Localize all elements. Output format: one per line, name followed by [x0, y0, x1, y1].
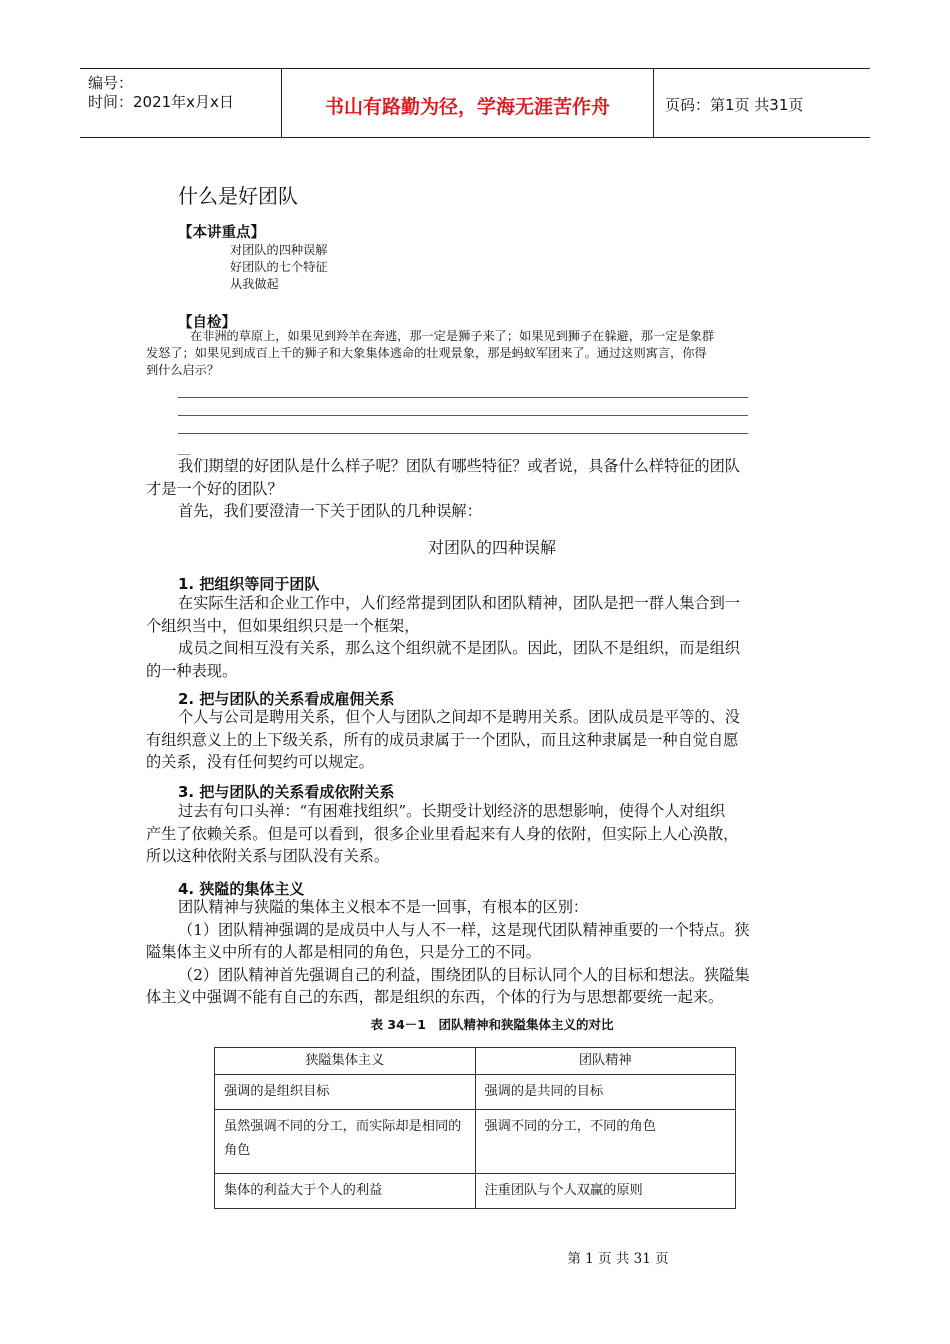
misunderstanding-body: [146, 592, 810, 682]
table-header-cell: 团队精神: [475, 1048, 736, 1075]
header-meta-cell: [80, 69, 281, 137]
table-cell: 强调不同的分工，不同的角色: [475, 1110, 736, 1174]
page-footer: 第 1 页 共 31 页: [567, 1251, 669, 1267]
table-header-row: [215, 1048, 736, 1075]
body-line: 过去有句口头禅：“有困难找组织”。长期受计划经济的思想影响，使得个人对组织: [178, 802, 726, 820]
misunderstanding-body: [146, 896, 810, 1009]
table-cell: 强调的是共同的目标: [475, 1075, 736, 1110]
answer-line: [178, 397, 748, 398]
body-line: 产生了依赖关系。但是可以看到，很多企业里看起来有人身的依附，但实际上人心涣散，: [146, 824, 739, 843]
body-line: 个组织当中，但如果组织只是一个框架，: [146, 616, 420, 635]
body-line: 团队精神与狭隘的集体主义根本不是一回事，有根本的区别：: [178, 898, 589, 916]
key-points-heading: 【本讲重点】: [178, 225, 265, 241]
self-check-text: 到什么启示？: [146, 363, 220, 377]
page-title: 什么是好团队: [178, 184, 298, 208]
table-cell: 虽然强调不同的分工，而实际却是相同的角色: [215, 1110, 476, 1174]
self-check-text: 在非洲的草原上，如果见到羚羊在奔逃，那一定是狮子来了；如果见到狮子在躲避，那一定是象群: [190, 329, 715, 343]
key-point-item: 对团队的四种误解: [230, 243, 328, 257]
table-cell: 注重团队与个人双赢的原则: [475, 1174, 736, 1209]
body-line: 有组织意义上的上下级关系，所有的成员隶属于一个团队，而且这种隶属是一种自觉自愿: [146, 730, 739, 749]
misunderstanding-heading: 4. 狭隘的集体主义: [178, 880, 305, 898]
body-line: 在实际生活和企业工作中，人们经常提到团队和团队精神，团队是把一群人集合到一: [178, 594, 740, 612]
document-number-label: 编号：: [88, 74, 134, 92]
intro-line: 首先，我们要澄清一下关于团队的几种误解：: [178, 502, 482, 520]
intro-line: 才是一个好的团队？: [146, 479, 283, 498]
intro-paragraph: [146, 455, 810, 523]
table-header-cell: 狭隘集体主义: [215, 1048, 476, 1075]
self-check-heading: 【自检】: [178, 315, 236, 331]
header-motto: 书山有路勤为径，学海无涯苦作舟: [324, 96, 610, 118]
header-page-cell: [654, 69, 870, 137]
intro-line: 我们期望的好团队是什么样子呢？团队有哪些特征？或者说，具备什么样特征的团队: [178, 457, 740, 475]
body-line: （1）团队精神强调的是成员中人与人不一样，这是现代团队精神重要的一个特点。狭: [178, 920, 750, 939]
table-row: [215, 1174, 736, 1209]
body-line: 隘集体主义中所有的人都是相同的角色，只是分工的不同。: [146, 943, 541, 961]
misunderstanding-heading: 3. 把与团队的关系看成依附关系: [178, 783, 395, 801]
self-check-text: 发怒了；如果见到成百上千的狮子和大象集体逃命的壮观景象，那是蚂蚁军团来了。通过这则寓言，你得: [146, 346, 707, 360]
misunderstanding-heading: 2. 把与团队的关系看成雇佣关系: [178, 690, 395, 708]
comparison-table: [214, 1047, 736, 1209]
body-line: 成员之间相互没有关系，那么这个组织就不是团队。因此，团队不是组织，而是组织: [178, 639, 740, 657]
table-cell: 强调的是组织目标: [215, 1075, 476, 1110]
table-cell: 集体的利益大于个人的利益: [215, 1174, 476, 1209]
answer-line: [178, 433, 748, 434]
table-row: [215, 1110, 736, 1174]
key-point-item: 好团队的七个特征: [230, 260, 328, 274]
answer-line: [178, 415, 748, 416]
document-date-label: 时间：2021年x月x日: [88, 93, 234, 111]
key-point-item: 从我做起: [230, 277, 279, 291]
body-line: 的一种表现。: [146, 661, 238, 680]
page-header: [80, 68, 870, 138]
misunderstanding-body: [146, 800, 810, 868]
table-caption: 表 34－1 团队精神和狭隘集体主义的对比: [370, 1017, 614, 1032]
section-title: 对团队的四种误解: [427, 538, 556, 557]
body-line: （2）团队精神首先强调自己的利益，围绕团队的目标认同个人的目标和想法。狭隘集: [178, 965, 750, 984]
table-row: [215, 1075, 736, 1110]
header-page-info: 页码：第1页 共31页: [665, 96, 804, 114]
body-line: 所以这种依附关系与团队没有关系。: [146, 847, 389, 865]
header-motto-cell: [281, 69, 654, 137]
answer-line-tail: __: [178, 441, 191, 455]
misunderstanding-body: [146, 706, 810, 774]
body-line: 个人与公司是聘用关系，但个人与团队之间却不是聘用关系。团队成员是平等的、没: [178, 708, 740, 726]
misunderstanding-heading: 1. 把组织等同于团队: [178, 575, 320, 593]
body-line: 的关系，没有任何契约可以规定。: [146, 753, 374, 771]
body-line: 体主义中强调不能有自己的东西，都是组织的东西，个体的行为与思想都要统一起来。: [146, 988, 724, 1006]
